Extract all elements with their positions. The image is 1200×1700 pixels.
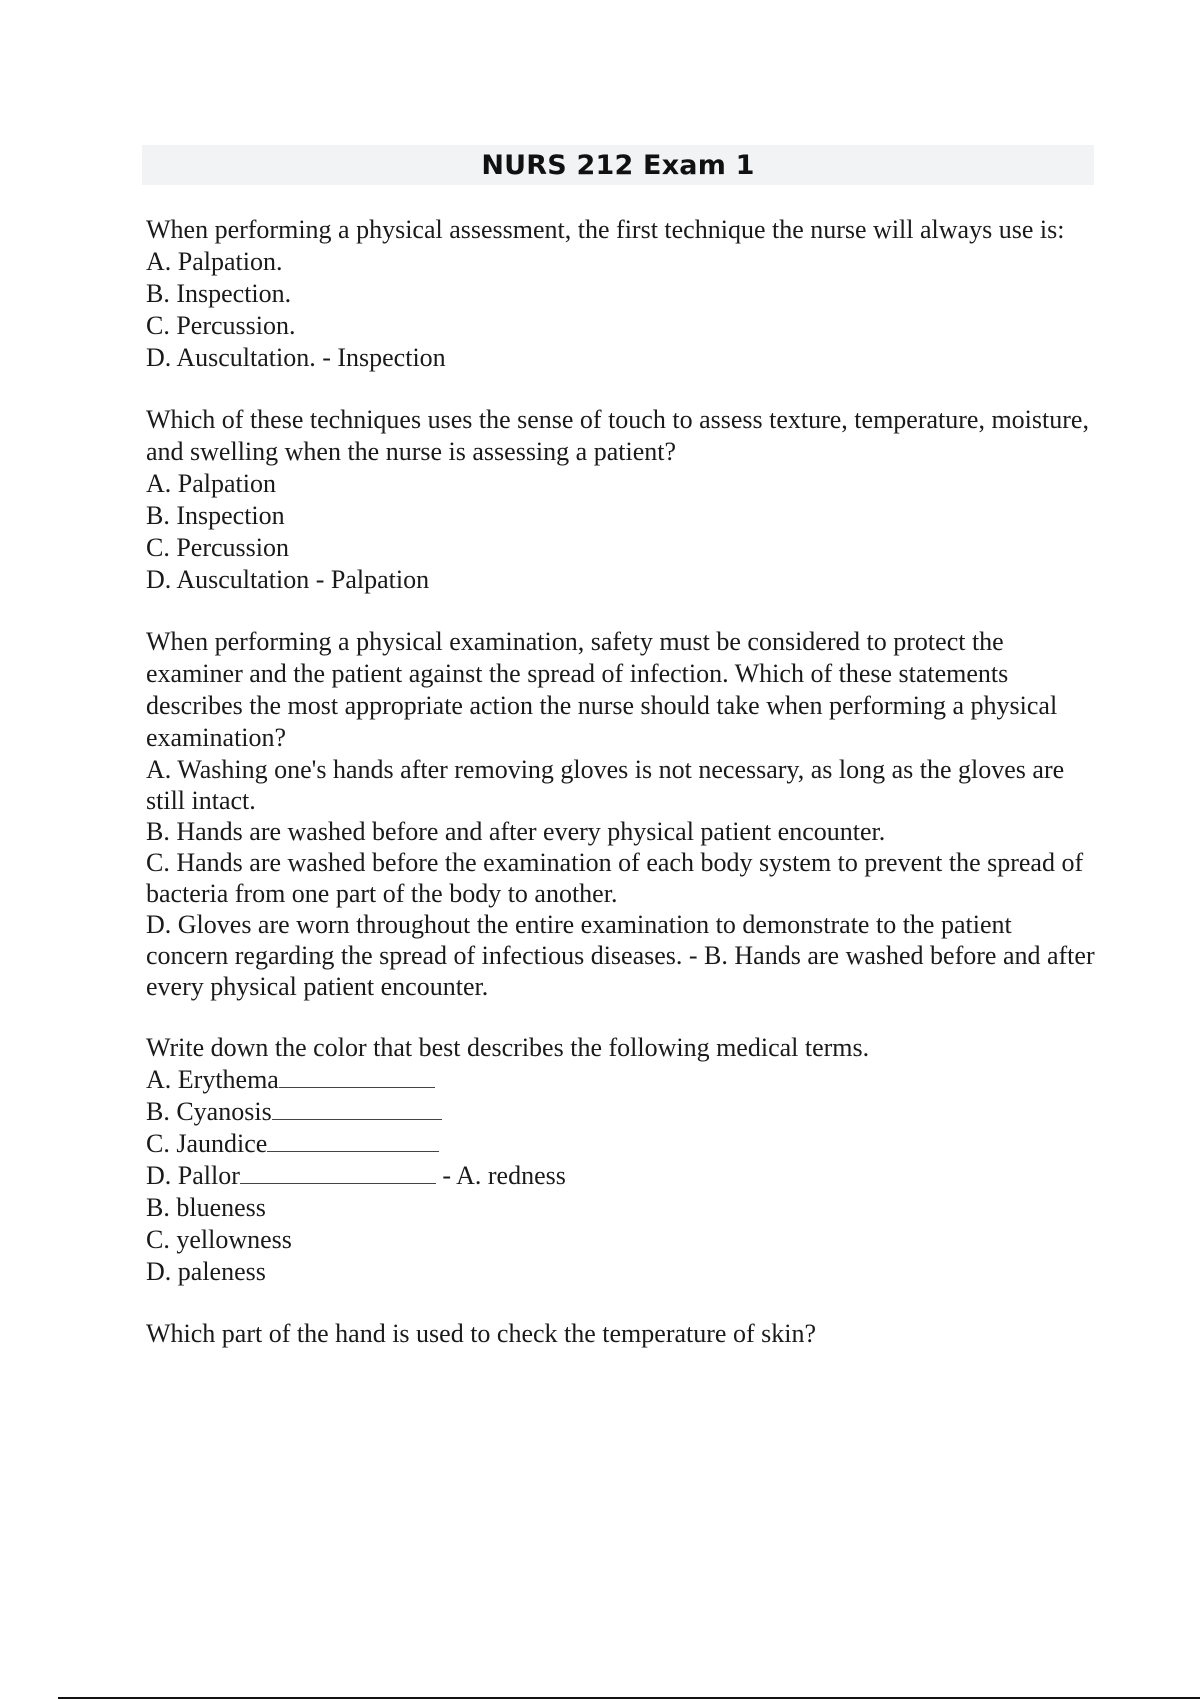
document-body xyxy=(146,214,1096,1380)
question-4 xyxy=(146,1032,1096,1288)
answer-text: B. blueness xyxy=(146,1193,266,1222)
term-line xyxy=(146,1160,1096,1192)
answer-option: A. Palpation xyxy=(146,469,276,498)
question-stem: When performing a physical examination, safety must be considered to protect the examiner and the patient against the spread of infection. Which of these statements describes the most appropriate action the nurse should take when performing a physical examination? xyxy=(146,627,1058,752)
answer-option: D. Gloves are worn throughout the entire examination to demonstrate to the patient concern regarding the spread of infectious diseases. - B. Hands are washed before and after every physical patient encounter. xyxy=(146,910,1095,1001)
question-5 xyxy=(146,1318,1096,1350)
page-bottom-rule xyxy=(58,1697,1200,1699)
answer-option: B. Inspection xyxy=(146,501,285,530)
answer-blank xyxy=(267,1129,439,1152)
question-stem: Which of these techniques uses the sense of touch to assess texture, temperature, moisture, and swelling when the nurse is assessing a patient? xyxy=(146,405,1089,466)
answer-blank xyxy=(279,1065,435,1088)
answer-option: A. Palpation. xyxy=(146,247,283,276)
page-title: NURS 212 Exam 1 xyxy=(481,149,755,181)
question-3 xyxy=(146,626,1096,1002)
answer-option: B. Hands are washed before and after every physical patient encounter. xyxy=(146,817,886,846)
answer-option: B. Inspection. xyxy=(146,279,292,308)
term-line xyxy=(146,1096,1096,1128)
term-line xyxy=(146,1064,1096,1096)
question-stem: Which part of the hand is used to check the temperature of skin? xyxy=(146,1319,816,1348)
term-label: C. Jaundice xyxy=(146,1129,268,1158)
answer-blank xyxy=(272,1097,442,1120)
term-label: A. Erythema xyxy=(146,1065,279,1094)
question-1 xyxy=(146,214,1096,374)
term-label: D. Pallor xyxy=(146,1161,240,1190)
answer-option: C. Percussion xyxy=(146,533,289,562)
question-stem: Write down the color that best describes the following medical terms. xyxy=(146,1033,870,1062)
answer-option: C. Hands are washed before the examination of each body system to prevent the spread of bacteria from one part of the body to another. xyxy=(146,848,1084,908)
answer-option: D. Auscultation - Palpation xyxy=(146,565,430,594)
answer-text: D. paleness xyxy=(146,1257,266,1286)
answer-text: C. yellowness xyxy=(146,1225,292,1254)
term-label: B. Cyanosis xyxy=(146,1097,272,1126)
question-stem: When performing a physical assessment, the first technique the nurse will always use is: xyxy=(146,215,1065,244)
answer-option: A. Washing one's hands after removing gloves is not necessary, as long as the gloves are still intact. xyxy=(146,755,1065,815)
answer-option: D. Auscultation. - Inspection xyxy=(146,343,446,372)
question-2 xyxy=(146,404,1096,596)
answer-option: C. Percussion. xyxy=(146,311,296,340)
term-line xyxy=(146,1128,1096,1160)
answer-blank xyxy=(240,1161,436,1184)
answer-text: - A. redness xyxy=(442,1161,566,1190)
title-bar xyxy=(142,145,1094,185)
